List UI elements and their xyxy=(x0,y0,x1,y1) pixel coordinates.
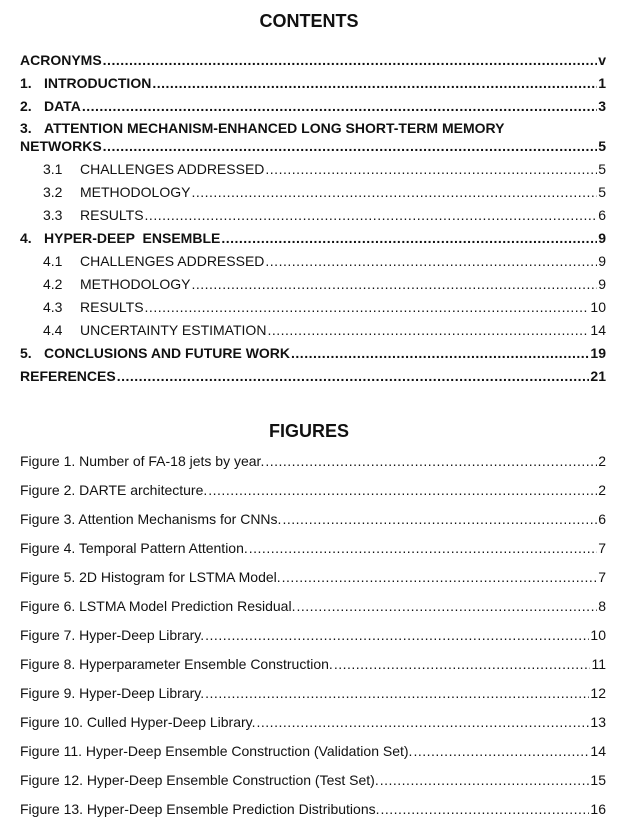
toc-entry-label: ACRONYMS xyxy=(20,51,102,68)
toc-entry-number: 2. xyxy=(20,97,32,114)
toc-entry-page: 19 xyxy=(590,344,606,361)
dot-leader xyxy=(291,342,589,365)
list-of-figures xyxy=(20,447,606,824)
figure-entry[interactable] xyxy=(20,534,606,563)
toc-entry-label: RESULTS xyxy=(80,206,144,223)
figure-entry-page: 7 xyxy=(598,568,606,585)
toc-entry-number: 4.1 xyxy=(43,252,63,269)
dot-leader xyxy=(257,708,590,737)
toc-entry-page: 3 xyxy=(598,97,606,114)
dot-leader xyxy=(249,534,597,563)
toc-entry-label: REFERENCES xyxy=(20,367,116,384)
dot-leader xyxy=(282,505,597,534)
toc-entry-page: 14 xyxy=(590,321,606,338)
toc-entry-page: 9 xyxy=(598,275,606,292)
toc-entry-number: 3.2 xyxy=(43,183,63,200)
toc-entry-3-1[interactable] xyxy=(20,158,606,181)
figure-entry-page: 13 xyxy=(590,713,606,730)
dot-leader xyxy=(82,95,597,118)
dot-leader xyxy=(145,204,598,227)
figure-entry-page: 14 xyxy=(590,742,606,759)
figure-entry[interactable] xyxy=(20,708,606,737)
figure-entry-page: 10 xyxy=(590,626,606,643)
toc-entry-number: 1. xyxy=(20,74,32,91)
toc-entry-number: 4.2 xyxy=(43,275,63,292)
dot-leader xyxy=(103,137,598,155)
dot-leader xyxy=(205,679,589,708)
toc-entry-label: DATA xyxy=(44,97,81,114)
figure-entry-label: Figure 3. Attention Mechanisms for CNNs. xyxy=(20,510,282,527)
figure-entry[interactable] xyxy=(20,621,606,650)
figure-entry-page: 16 xyxy=(590,800,606,817)
toc-entry-data[interactable] xyxy=(20,95,606,118)
toc-entry-4-4[interactable] xyxy=(20,319,606,342)
dot-leader xyxy=(221,227,597,250)
toc-entry-number: 4.4 xyxy=(43,321,63,338)
figure-entry[interactable] xyxy=(20,476,606,505)
figure-entry[interactable] xyxy=(20,592,606,621)
dot-leader xyxy=(282,563,598,592)
toc-entry-page: 9 xyxy=(598,252,606,269)
toc-entry-label: RESULTS xyxy=(80,298,144,315)
figure-entry-label: Figure 13. Hyper-Deep Ensemble Prediction Distributions. xyxy=(20,800,380,817)
toc-entry-3-3[interactable] xyxy=(20,204,606,227)
contents-heading: CONTENTS xyxy=(259,11,359,31)
toc-entry-number: 3. xyxy=(20,120,32,136)
dot-leader xyxy=(208,476,597,505)
dot-leader xyxy=(265,447,597,476)
toc-entry-label: HYPER-DEEP ENSEMBLE xyxy=(44,229,221,246)
toc-entry-references[interactable] xyxy=(20,365,606,388)
figure-entry-label: Figure 10. Culled Hyper-Deep Library. xyxy=(20,713,256,730)
toc-entry-acronyms[interactable] xyxy=(20,49,606,72)
figure-entry[interactable] xyxy=(20,563,606,592)
figure-entry-label: Figure 6. LSTMA Model Prediction Residual. xyxy=(20,597,296,614)
figure-entry-label: Figure 1. Number of FA-18 jets by year. xyxy=(20,452,265,469)
figure-entry[interactable] xyxy=(20,795,606,824)
figure-entry[interactable] xyxy=(20,766,606,795)
figure-entry-label: Figure 11. Hyper-Deep Ensemble Construction (Validation Set). xyxy=(20,742,413,759)
figure-entry-label: Figure 9. Hyper-Deep Library. xyxy=(20,684,205,701)
figure-entry[interactable] xyxy=(20,679,606,708)
toc-entry-page: 6 xyxy=(598,206,606,223)
toc-entry-page: 10 xyxy=(590,298,606,315)
toc-entry-page: 21 xyxy=(590,367,606,384)
toc-entry-number: 4. xyxy=(20,229,32,246)
figure-entry-page: 6 xyxy=(598,510,606,527)
figure-entry-page: 2 xyxy=(598,452,606,469)
toc-entry-introduction[interactable] xyxy=(20,72,606,95)
toc-entry-page: 5 xyxy=(598,183,606,200)
figure-entry-label: Figure 4. Temporal Pattern Attention. xyxy=(20,539,248,556)
toc-entry-hyper-deep-ensemble[interactable] xyxy=(20,227,606,250)
dot-leader xyxy=(191,181,597,204)
figure-entry-page: 11 xyxy=(591,655,606,672)
toc-entry-page: 1 xyxy=(598,74,606,91)
toc-entry-number: 4.3 xyxy=(43,298,63,315)
figure-entry-label: Figure 12. Hyper-Deep Ensemble Construction (Test Set). xyxy=(20,771,379,788)
toc-entry-page: v xyxy=(598,51,606,68)
dot-leader xyxy=(265,158,597,181)
figure-entry-label: Figure 5. 2D Histogram for LSTMA Model. xyxy=(20,568,281,585)
figure-entry-label: Figure 7. Hyper-Deep Library. xyxy=(20,626,205,643)
dot-leader xyxy=(191,273,597,296)
dot-leader xyxy=(152,72,597,95)
toc-entry-attention-lstm[interactable] xyxy=(20,118,606,158)
toc-entry-4-3[interactable] xyxy=(20,296,606,319)
dot-leader xyxy=(205,621,589,650)
toc-entry-4-2[interactable] xyxy=(20,273,606,296)
figures-heading: FIGURES xyxy=(268,421,349,441)
toc-entry-label: METHODOLOGY xyxy=(80,183,191,200)
figure-entry[interactable] xyxy=(20,447,606,476)
toc-entry-page: 9 xyxy=(598,229,606,246)
figure-entry-label: Figure 2. DARTE architecture. xyxy=(20,481,208,498)
toc-entry-number: 5. xyxy=(20,344,32,361)
figure-entry[interactable] xyxy=(20,505,606,534)
dot-leader xyxy=(413,737,589,766)
figure-entry[interactable] xyxy=(20,737,606,766)
toc-entry-page: 5 xyxy=(598,138,606,154)
toc-entry-label: ATTENTION MECHANISM-ENHANCED LONG SHORT-TERM MEMORY xyxy=(44,120,505,136)
toc-entry-label: UNCERTAINTY ESTIMATION xyxy=(80,321,267,338)
toc-entry-4-1[interactable] xyxy=(20,250,606,273)
dot-leader xyxy=(380,766,590,795)
toc-entry-label: INTRODUCTION xyxy=(44,74,152,91)
figure-entry-page: 15 xyxy=(590,771,606,788)
figure-entry-page: 12 xyxy=(590,684,606,701)
dot-leader xyxy=(381,795,590,824)
toc-entry-label-continued: NETWORKS xyxy=(20,138,102,154)
figure-entry-page: 8 xyxy=(598,597,606,614)
dot-leader xyxy=(117,365,590,388)
table-of-contents xyxy=(20,49,606,388)
toc-entry-conclusions[interactable] xyxy=(20,342,606,365)
toc-entry-page: 5 xyxy=(598,160,606,177)
toc-entry-label: CHALLENGES ADDRESSED xyxy=(80,160,265,177)
dot-leader xyxy=(267,319,589,342)
toc-entry-number: 3.3 xyxy=(43,206,63,223)
dot-leader xyxy=(145,296,590,319)
toc-entry-label: CHALLENGES ADDRESSED xyxy=(80,252,265,269)
figure-entry[interactable] xyxy=(20,650,606,679)
toc-entry-label: CONCLUSIONS AND FUTURE WORK xyxy=(44,344,291,361)
toc-entry-number: 3.1 xyxy=(43,160,63,177)
dot-leader xyxy=(296,592,597,621)
figure-entry-label: Figure 8. Hyperparameter Ensemble Construction. xyxy=(20,655,333,672)
dot-leader xyxy=(334,650,591,679)
toc-entry-label: METHODOLOGY xyxy=(80,275,191,292)
figure-entry-page: 7 xyxy=(598,539,606,556)
dot-leader xyxy=(265,250,597,273)
toc-entry-3-2[interactable] xyxy=(20,181,606,204)
figure-entry-page: 2 xyxy=(598,481,606,498)
dot-leader xyxy=(103,49,598,72)
